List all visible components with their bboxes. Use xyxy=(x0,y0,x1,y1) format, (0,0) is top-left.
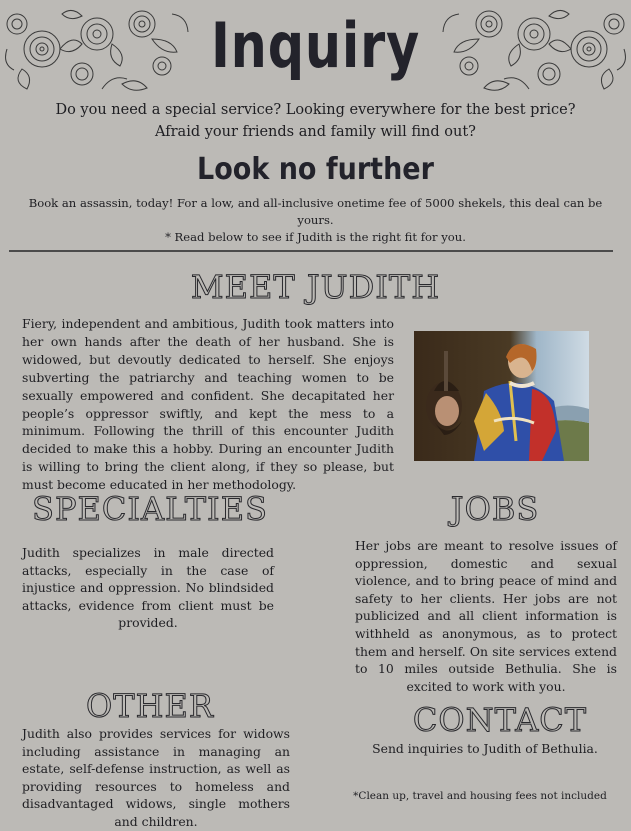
jobs-text: Her jobs are meant to resolve issues of oppression, domestic and sexual violence, and to bring peace of mind and safety to her clients. Her jobs are not publicized and all client information is withheld as anonymous, as to protect them and herself. On site services extend to 10 miles outside Bethulia. She is excited to work with you. xyxy=(355,538,617,694)
other-text: Judith also provides services for widows including assistance in managing an estate, self-defense instruction, as well as providing resources to homeless and disadvantaged widows, single mothers and children. xyxy=(22,726,290,829)
other-heading: OTHER xyxy=(86,687,214,725)
offer-text xyxy=(20,195,611,246)
subheading: Look no further xyxy=(197,152,434,187)
specialties-heading: SPECIALTIES xyxy=(32,490,268,528)
contact-text: Send inquiries to Judith of Bethulia. xyxy=(372,741,598,756)
offer-note: * Read below to see if Judith is the right fit for you. xyxy=(165,230,466,244)
offer-line: Book an assassin, today! For a low, and all-inclusive onetime fee of 5000 shekels, this deal can be yours. xyxy=(28,196,603,227)
page-title: Inquiry xyxy=(210,9,421,82)
intro-text: Do you need a special service? Looking everywhere for the best price? Afraid your friends and family will find out? xyxy=(55,102,576,140)
fees-footnote: *Clean up, travel and housing fees not included xyxy=(353,790,607,802)
judith-painting-image xyxy=(414,331,589,461)
jobs-heading: JOBS xyxy=(450,490,540,528)
meet-judith-text: Fiery, independent and ambitious, Judith took matters into her own hands after the death of her husband. She is widowed, but devoutly dedicated to herself. She enjoys subverting the patriarchy and teaching women to be sexually empowered and confident. She decapitated her people’s oppressor swiftly, and kept the mess to a minimum. Following the thrill of this encounter Judith decided to make this a hobby. During an encounter Judith is willing to bring the client along, if they so please, but must become educated in her methodology. xyxy=(22,316,394,493)
contact-heading: CONTACT xyxy=(412,701,588,739)
specialties-text: Judith specializes in male directed attacks, especially in the case of injustice and oppression. No blindsided attacks, evidence from client must be provided. xyxy=(22,545,274,631)
meet-judith-heading: MEET JUDITH xyxy=(190,268,441,306)
section-divider xyxy=(9,250,613,252)
